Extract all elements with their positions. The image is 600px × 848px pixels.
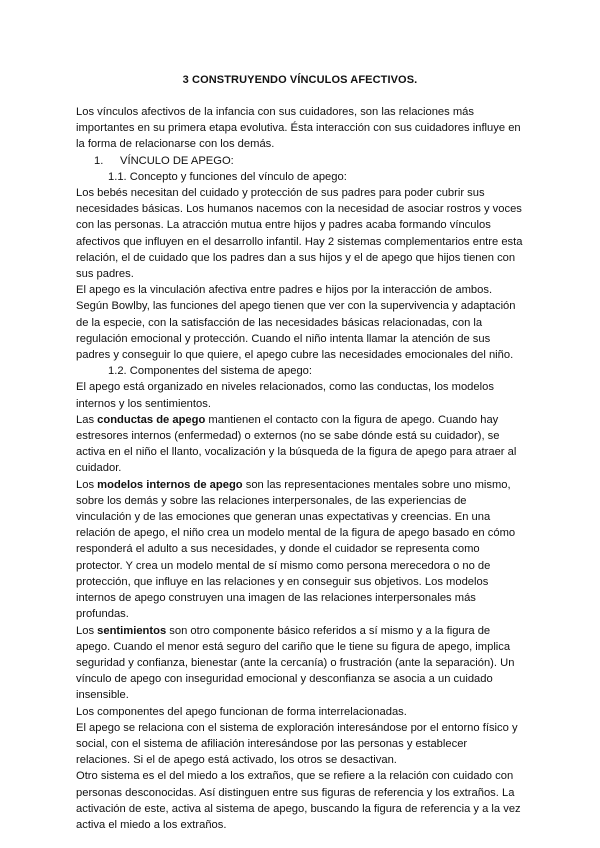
section-title: VÍNCULO DE APEGO: <box>120 154 234 167</box>
paragraph-exploracion: El apego se relaciona con el sistema de exploración interesándose por el entorno físico y social, con el sistema de afiliación interesándose por las personas y establecer relaciones. Si el de apego está activado, los otros se desactivan. <box>76 721 518 767</box>
text-run: Las <box>76 413 98 426</box>
term-conductas-de-apego: conductas de apego <box>97 413 206 426</box>
section-number: 1. <box>94 154 104 167</box>
intro-paragraph: Los vínculos afectivos de la infancia con sus cuidadores, son las relaciones más importantes en su primera etapa evolutiva. Ésta interacción con sus cuidadores influye en la forma de relacionarse con los demás. <box>76 106 521 151</box>
subsection-heading-concepto: 1.1. Concepto y funciones del vínculo de apego: <box>108 170 347 183</box>
term-sentimientos: sentimientos <box>97 624 167 637</box>
term-modelos-internos: modelos internos de apego <box>97 478 243 491</box>
paragraph-sentimientos <box>76 623 524 704</box>
section-heading-vinculo-apego <box>76 153 524 169</box>
text-run: son otro componente básico referidos a sí mismo y a la figura de apego. Cuando el menor está seguro del cariño que le tiene su figura de apego, implica seguridad y confianza, bienestar (ante la cercanía) o frustración (ante la separación). Un vínculo de apego con inseguridad emocional y desconfianza se asocia a un cuidado insensible. <box>76 624 515 702</box>
paragraph-interrelacionadas: Los componentes del apego funcionan de forma interrelacionadas. <box>76 705 407 718</box>
text-run: Los <box>76 624 98 637</box>
paragraph-niveles: El apego está organizado en niveles relacionados, como las conductas, los modelos internos y los sentimientos. <box>76 381 494 410</box>
paragraph-miedo-extranos: Otro sistema es el del miedo a los extraños, que se refiere a la relación con cuidado con personas desconocidas. Así distinguen entre sus figuras de referencia y los extraños. La activación de este, activa al sistema de apego, buscando la figura de referencia y a la vez activa el miedo a los extraños. <box>76 770 521 831</box>
paragraph-necesidades: Los bebés necesitan del cuidado y protección de sus padres para poder cubrir sus necesidades básicas. Los humanos nacemos con la necesidad de asociar rostros y voces con las personas. La atracción mutua entre hijos y padres acaba formando vínculos afectivos que influyen en el desarrollo infantil. Hay 2 sistemas complementarios entre esta relación, el de cuidado que los padres dan a sus hijos y el de apego que hijos tienen con sus padres. <box>76 187 523 281</box>
document-title: 3 CONSTRUYENDO VÍNCULOS AFECTIVOS. <box>182 74 418 86</box>
text-run: Los <box>76 478 98 491</box>
text-run: mantienen el contacto con la figura de apego. Cuando hay estresores internos (enfermedad) o externos (no se sabe dónde está su cuidador), se activa en el niño el llanto, vocalización y la búsqueda de la figura de apego para atraer al cuidador. <box>76 413 517 475</box>
paragraph-modelos-internos <box>76 477 524 623</box>
text-run: son las representaciones mentales sobre uno mismo, sobre los demás y sobre las relaciones interpersonales, de las experiencias de vinculación y de las emociones que generan unas expectativas y creencias. En una relación de apego, el niño crea un modelo mental de la figura de apego basado en cómo responderá el adulto a sus necesidades, y donde el cuidador se representa como protector. Y crea un modelo mental de sí mismo como persona merecedora o no de protección, que influye en las relaciones y en conseguir sus objetivos. Los modelos internos de apego construyen una imagen de las relaciones interpersonales más profundas. <box>76 478 516 621</box>
paragraph-conductas <box>76 412 524 477</box>
subsection-heading-componentes: 1.2. Componentes del sistema de apego: <box>108 365 312 378</box>
paragraph-apego-definicion: El apego es la vinculación afectiva entre padres e hijos por la interacción de ambos. Según Bowlby, las funciones del apego tienen que ver con la supervivencia y adaptación de la especie, con la satisfacción de las necesidades básicas relacionadas, con la regulación emocional y protección. Cuando el niño intenta llamar la atención de sus padres y conseguir lo que quiere, el apego cubre las necesidades emocionales del niño. <box>76 284 516 362</box>
